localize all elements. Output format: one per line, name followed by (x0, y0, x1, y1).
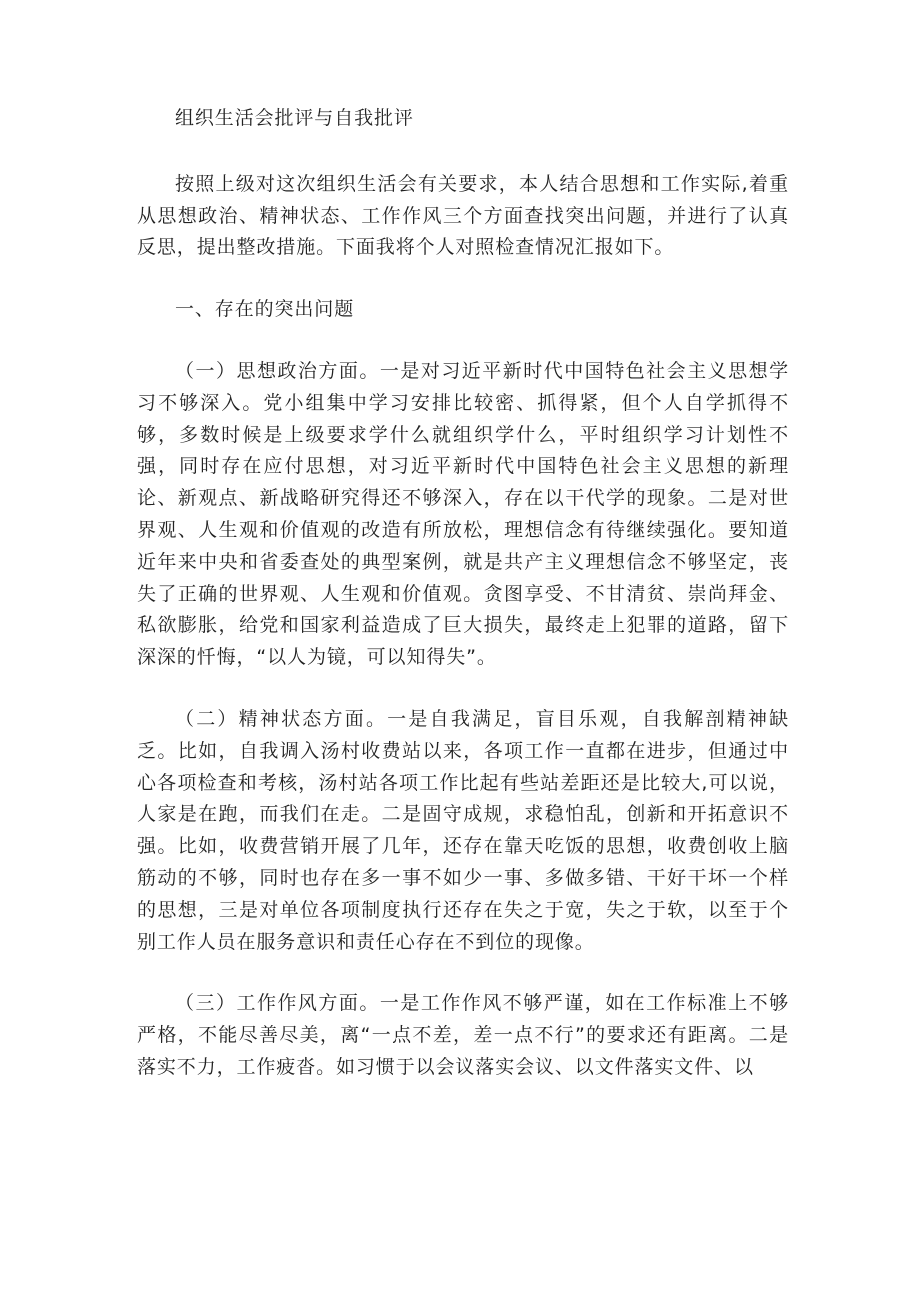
paragraph-mental-state: （二）精神状态方面。一是自我满足，盲目乐观，自我解剖精神缺乏。比如，自我调入汤村收费站以来，各项工作一直都在进步，但通过中心各项检查和考核，汤村站各项工作比起有些站差距还是比较大,可以说，人家是在跑，而我们在走。二是固守成规，求稳怕乱，创新和开拓意识不强。比如，收费营销开展了几年，还存在靠天吃饭的思想，收费创收上脑筋动的不够，同时也存在多一事不如少一事、多做多错、干好干坏一个样的思想，三是对单位各项制度执行还存在失之于宽，失之于软，以至于个别工作人员在服务意识和责任心存在不到位的现像。 (137, 707, 789, 953)
document-title: 组织生活会批评与自我批评 (175, 107, 414, 129)
document-body (137, 103, 789, 1084)
paragraph-political-thought: （一）思想政治方面。一是对习近平新时代中国特色社会主义思想学习不够深入。党小组集中学习安排比较密、抓得紧，但个人自学抓得不够，多数时候是上级要求学什么就组织学什么，平时组织学习计划性不强，同时存在应付思想，对习近平新时代中国特色社会主义思想的新理论、新观点、新战略研究得还不够深入，存在以干代学的现象。二是对世界观、人生观和价值观的改造有所放松，理想信念有待继续强化。要知道近年来中央和省委查处的典型案例，就是共产主义理想信念不够坚定，丧失了正确的世界观、人生观和价值观。贪图享受、不甘清贫、崇尚拜金、私欲膨胀，给党和国家利益造成了巨大损失，最终走上犯罪的道路，留下深深的忏悔，“以人为镜，可以知得失”。 (137, 359, 789, 669)
paragraph-work-style: （三）工作作风方面。一是工作作风不够严谨，如在工作标准上不够严格，不能尽善尽美，离“一点不差，差一点不行”的要求还有距离。二是落实不力，工作疲沓。如习惯于以会议落实会议、以文件落实文件、以 (137, 992, 789, 1078)
section-heading: 一、存在的突出问题 (175, 298, 355, 321)
intro-paragraph: 按照上级对这次组织生活会有关要求，本人结合思想和工作实际,着重从思想政治、精神状态、工作作风三个方面查找突出问题，并进行了认真反思，提出整改措施。下面我将个人对照检查情况汇报如下。 (137, 172, 789, 259)
